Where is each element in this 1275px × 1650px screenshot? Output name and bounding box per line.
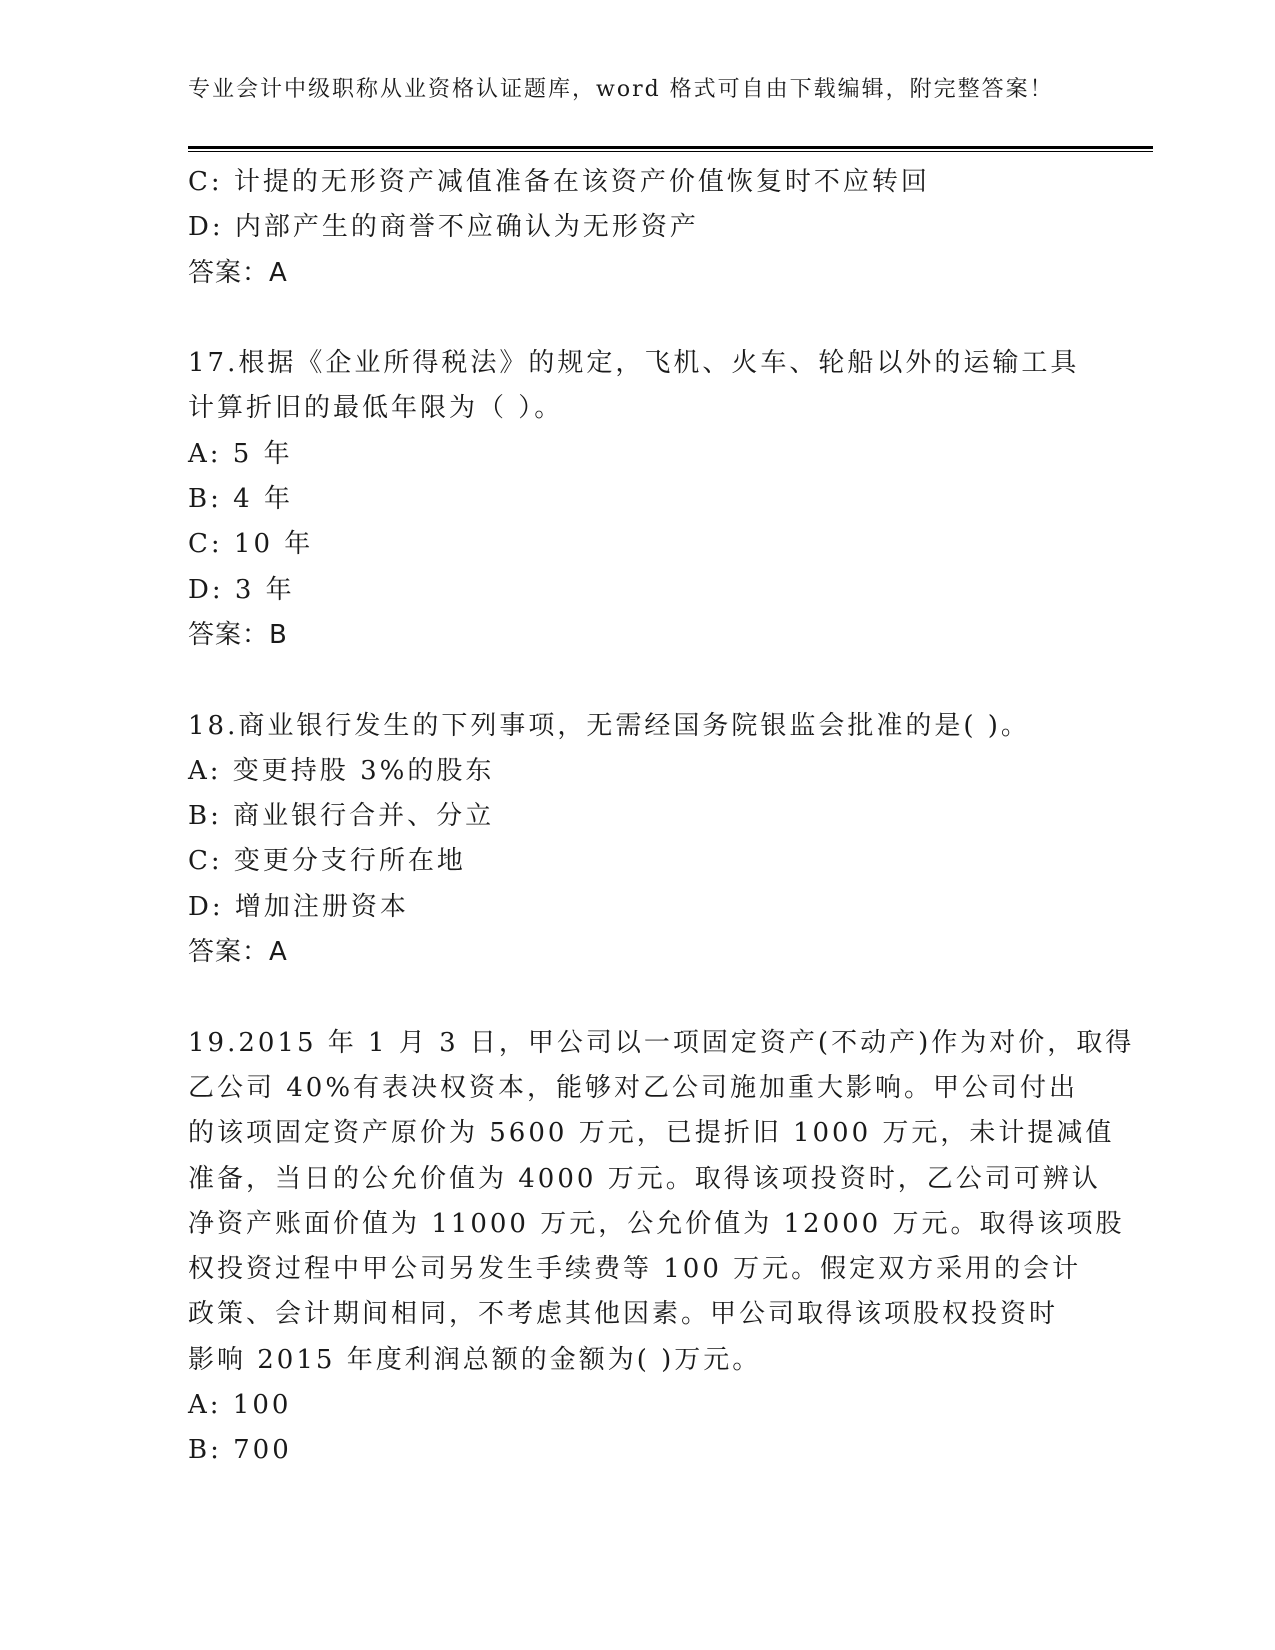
answer-label: 答案：B xyxy=(188,619,288,650)
option-d: D: 内部产生的商誉不应确认为无形资产 xyxy=(188,212,699,243)
option-b: B: 商业银行合并、分立 xyxy=(188,801,495,832)
option-d: D: 3 年 xyxy=(188,574,295,605)
question-text: 18.商业银行发生的下列事项，无需经国务院银监会批准的是( )。 xyxy=(188,710,1030,741)
option-c: C: 变更分支行所在地 xyxy=(188,846,466,877)
answer-label: 答案：A xyxy=(188,937,288,968)
question-text: 计算折旧的最低年限为（ ）。 xyxy=(188,393,564,424)
page-header: 专业会计中级职称从业资格认证题库，word 格式可自由下载编辑，附完整答案！ xyxy=(188,77,1054,102)
question-content xyxy=(188,160,1135,1474)
question-text: 政策、会计期间相同，不考虑其他因素。甲公司取得该项股权投资时 xyxy=(188,1299,1059,1330)
option-d: D: 增加注册资本 xyxy=(188,891,409,922)
question-text: 19.2015 年 1 月 3 日，甲公司以一项固定资产(不动产)作为对价，取得 xyxy=(188,1027,1135,1058)
question-text: 的该项固定资产原价为 5600 万元，已提折旧 1000 万元，未计提减值 xyxy=(188,1118,1115,1149)
spacer xyxy=(188,975,1088,1020)
spacer xyxy=(188,658,1088,703)
option-a: A: 变更持股 3%的股东 xyxy=(188,755,495,786)
answer-label: 答案：A xyxy=(188,257,288,288)
header-rule-thin xyxy=(188,151,1153,152)
question-17 xyxy=(188,341,1088,658)
question-16-tail xyxy=(188,160,1088,296)
question-text: 影响 2015 年度利润总额的金额为( )万元。 xyxy=(188,1344,762,1375)
question-text: 权投资过程中甲公司另发生手续费等 100 万元。假定双方采用的会计 xyxy=(188,1254,1082,1285)
option-a: A: 5 年 xyxy=(188,438,293,469)
option-c: C: 计提的无形资产减值准备在该资产价值恢复时不应转回 xyxy=(188,167,930,197)
option-a: A: 100 xyxy=(188,1390,292,1421)
spacer xyxy=(188,296,1088,341)
question-text: 净资产账面价值为 11000 万元，公允价值为 12000 万元。取得该项股 xyxy=(188,1208,1125,1239)
question-19 xyxy=(188,1021,1135,1474)
header-rule-thick xyxy=(188,146,1153,149)
question-18 xyxy=(188,704,1088,976)
question-text: 乙公司 40%有表决权资本，能够对乙公司施加重大影响。甲公司付出 xyxy=(188,1072,1079,1103)
option-b: B: 700 xyxy=(188,1435,292,1466)
option-c: C: 10 年 xyxy=(188,529,314,560)
question-text: 准备，当日的公允价值为 4000 万元。取得该项投资时，乙公司可辨认 xyxy=(188,1163,1101,1194)
option-b: B: 4 年 xyxy=(188,484,293,515)
question-text: 17.根据《企业所得税法》的规定，飞机、火车、轮船以外的运输工具 xyxy=(188,348,1080,379)
